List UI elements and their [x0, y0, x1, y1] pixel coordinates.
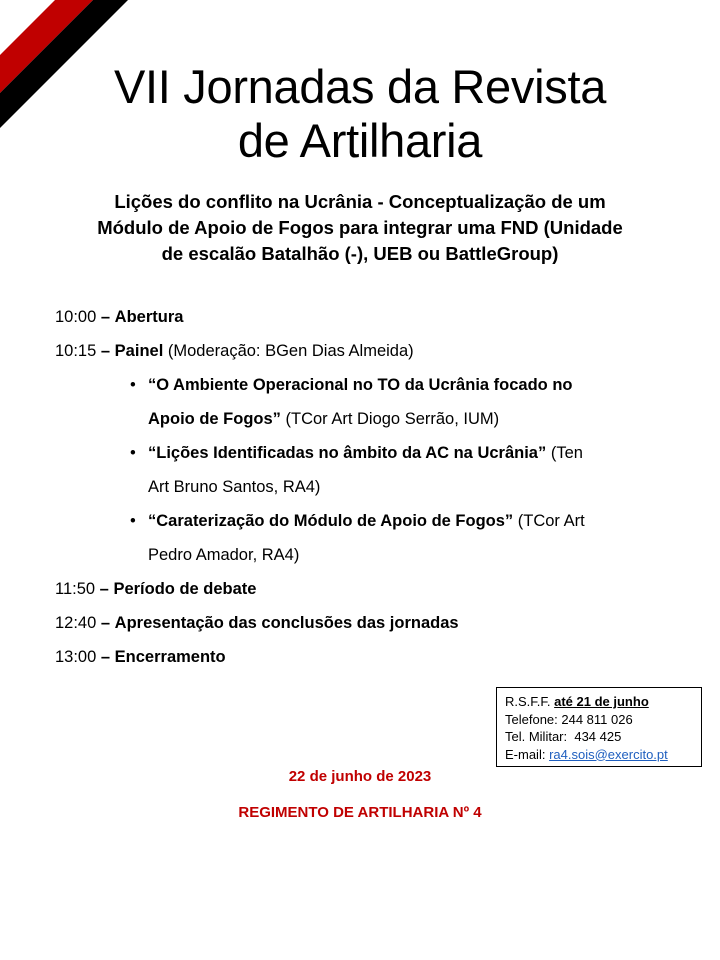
agenda-item — [55, 337, 675, 371]
agenda-time: 12:40 — [55, 614, 97, 632]
agenda-time: 10:00 — [55, 308, 97, 326]
talk-title: Apoio de Fogos” — [148, 410, 281, 428]
event-date: 22 de junho de 2023 — [288, 768, 432, 785]
agenda-item — [55, 575, 675, 609]
rsvp-deadline: até 21 de junho — [554, 694, 649, 709]
talk-speaker: Pedro Amador, RA4) — [148, 546, 300, 564]
agenda-label: Abertura — [114, 308, 184, 326]
talk-title: “O Ambiente Operacional no TO da Ucrânia focado no — [148, 376, 573, 394]
rsvp-phone: Telefone: 244 811 026 — [505, 711, 633, 727]
agenda-item — [55, 609, 675, 643]
talk-title: “Caraterização do Módulo de Apoio de Fogos” — [148, 512, 514, 530]
rsvp-email-label: E-mail: — [505, 746, 550, 762]
agenda-dash: – — [99, 580, 109, 598]
rsvp-box — [496, 687, 702, 767]
rsvp-email-link[interactable]: ra4.sois@exercito.pt — [549, 746, 668, 762]
subtitle-line-2: Módulo de Apoio de Fogos para integrar uma FND (Unidade — [97, 217, 623, 238]
agenda-item — [55, 643, 675, 677]
agenda-note: (Moderação: BGen Dias Almeida) — [167, 342, 414, 360]
rsvp-military-phone: Tel. Militar: 434 425 — [505, 729, 622, 744]
talk-speaker: (Ten — [550, 444, 583, 462]
agenda-label: Painel — [114, 342, 164, 360]
agenda-label: Apresentação das conclusões das jornadas — [114, 614, 459, 632]
agenda-item — [55, 303, 675, 337]
bullet-icon: • — [130, 376, 136, 394]
talk-title: “Lições Identificadas no âmbito da AC na Ucrânia” — [148, 444, 547, 462]
talk-speaker: Art Bruno Santos, RA4) — [148, 478, 321, 496]
subtitle-line-1: Lições do conflito na Ucrânia - Conceptualização de um — [114, 191, 606, 212]
bullet-icon: • — [130, 444, 136, 462]
subtitle-line-3: de escalão Batalhão (-), UEB ou BattleGroup) — [161, 243, 559, 264]
agenda-time: 13:00 — [55, 648, 97, 666]
agenda-dash: – — [100, 342, 111, 360]
agenda-dash: – — [100, 648, 111, 666]
organizer: REGIMENTO DE ARTILHARIA Nº 4 — [238, 804, 482, 821]
agenda-dash: – — [100, 308, 111, 326]
talk-speaker: (TCor Art Diogo Serrão, IUM) — [285, 410, 500, 428]
talk-item — [55, 439, 675, 507]
bullet-icon: • — [130, 512, 136, 530]
talk-item — [55, 371, 675, 439]
agenda-time: 11:50 — [55, 580, 96, 598]
talk-item — [55, 507, 675, 575]
rsvp-prefix: R.S.F.F. — [505, 694, 555, 709]
agenda-dash: – — [100, 614, 111, 632]
agenda-label: Encerramento — [114, 648, 226, 666]
agenda — [55, 303, 675, 677]
title-line-1: VII Jornadas da Revista — [113, 60, 607, 113]
subtitle — [40, 189, 680, 267]
talk-speaker: (TCor Art — [517, 512, 585, 530]
page-title — [0, 60, 720, 168]
agenda-label: Período de debate — [113, 580, 257, 598]
title-line-2: de Artilharia — [237, 114, 483, 167]
agenda-time: 10:15 — [55, 342, 97, 360]
